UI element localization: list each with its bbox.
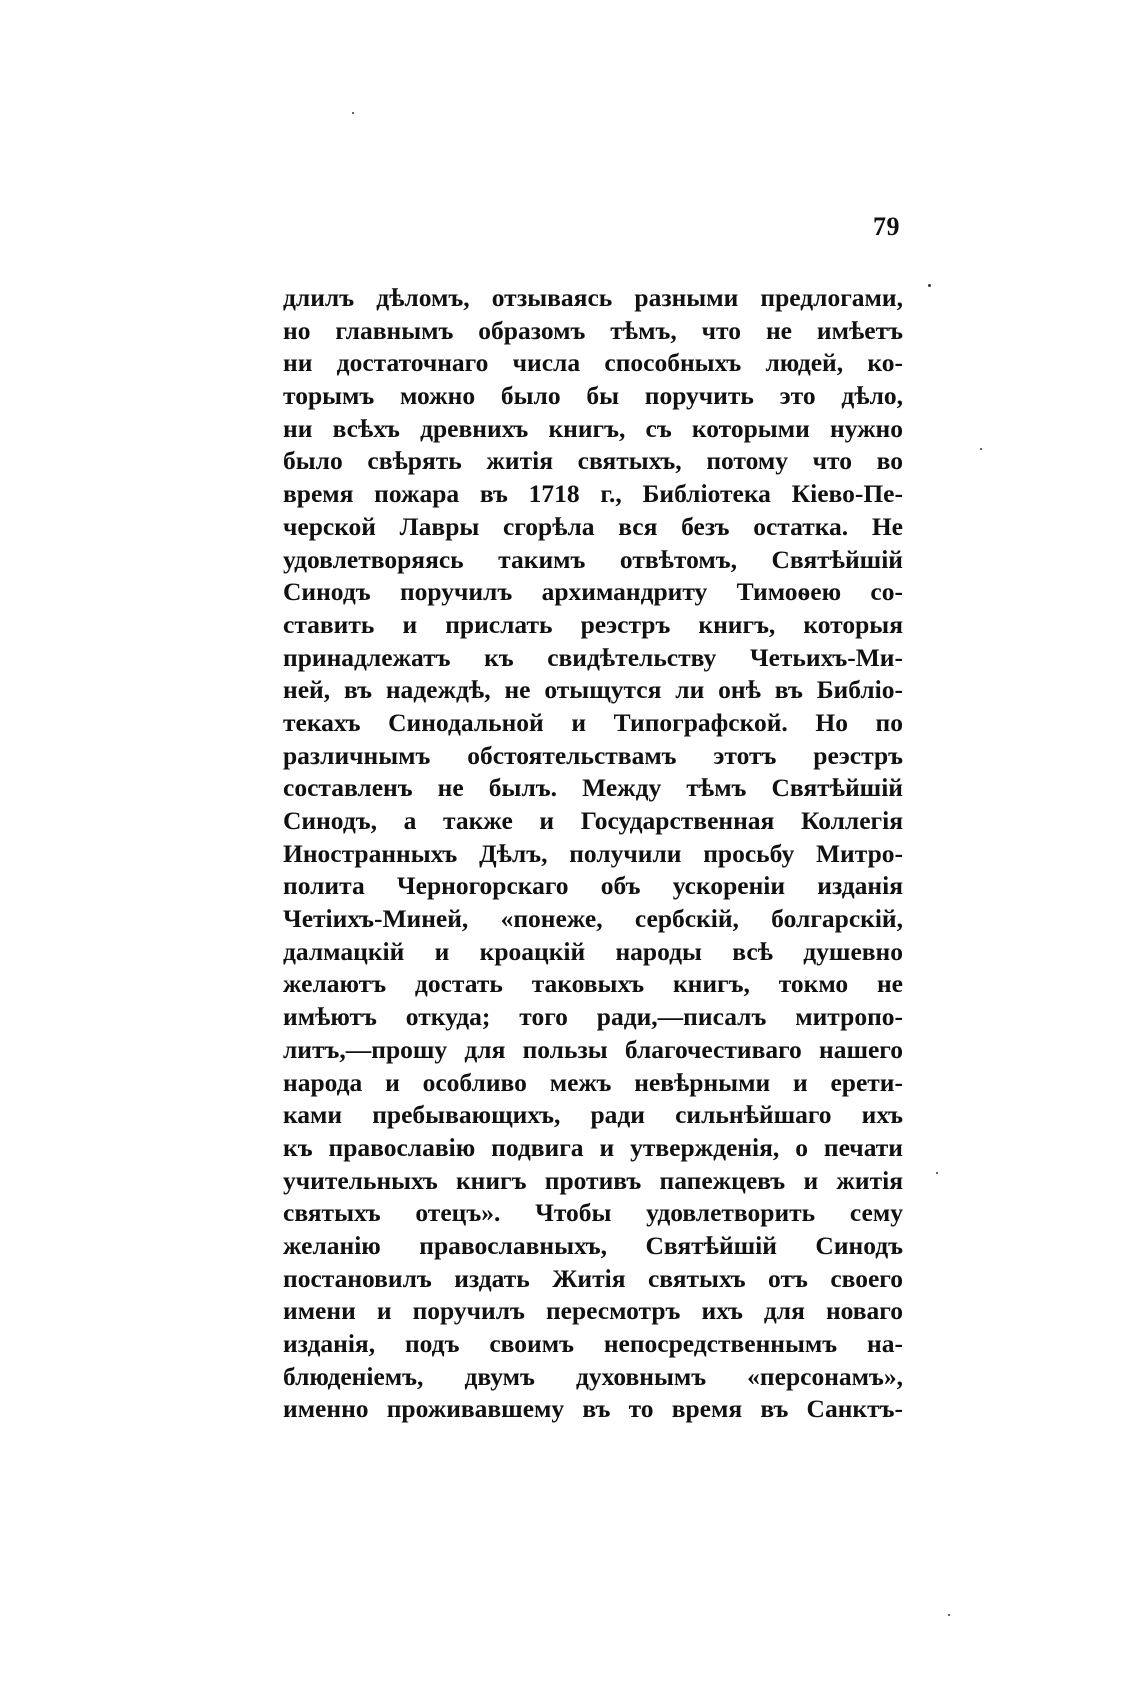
- scan-speck: [936, 1172, 938, 1174]
- text-line: Иностранныхъ Дѣлъ, получили просьбу Митро-: [283, 838, 903, 868]
- page-number: 79: [873, 212, 900, 241]
- text-line: святыхъ отецъ». Чтобы удовлетворить сему: [283, 1198, 903, 1228]
- text-line: удовлетворяясь такимъ отвѣтомъ, Святѣйшій: [283, 544, 903, 574]
- scan-speck: [352, 112, 354, 114]
- text-line: постановилъ издать Житія святыхъ отъ своего: [283, 1263, 903, 1293]
- text-line: текахъ Синодальной и Типографской. Но по: [283, 707, 903, 737]
- text-line: полита Черногорскаго объ ускореніи изданія: [283, 871, 903, 901]
- text-line: Четіихъ-Миней, «понеже, сербскій, болгарскій,: [283, 904, 903, 934]
- text-line: ставить и прислать реэстръ книгъ, которыя: [283, 609, 903, 639]
- text-line: именно проживавшему въ то время въ Санктъ-: [283, 1394, 903, 1424]
- text-line: желанію православныхъ, Святѣйшій Синодъ: [283, 1230, 903, 1260]
- text-line: принадлежатъ къ свидѣтельству Четьихъ-Ми-: [283, 642, 903, 672]
- text-line: изданія, подъ своимъ непосредственнымъ на-: [283, 1329, 903, 1358]
- text-line: народа и особливо межъ невѣрными и ерети-: [283, 1067, 903, 1097]
- text-line: составленъ не былъ. Между тѣмъ Святѣйшій: [283, 773, 903, 803]
- text-line: учительныхъ книгъ противъ папежцевъ и житія: [283, 1165, 903, 1195]
- text-line: ками пребывающихъ, ради сильнѣйшаго ихъ: [283, 1100, 903, 1130]
- text-line: желаютъ достать таковыхъ книгъ, токмо не: [283, 969, 903, 999]
- text-line: къ православію подвига и утвержденія, о печати: [283, 1132, 903, 1162]
- text-line: имени и поручилъ пересмотръ ихъ для новаго: [283, 1296, 903, 1326]
- text-line: ней, въ надеждѣ, не отыщутся ли онѣ въ Библіо-: [283, 675, 903, 705]
- text-line: но главнымъ образомъ тѣмъ, что не имѣетъ: [283, 315, 903, 345]
- text-line: длилъ дѣломъ, отзываясь разными предлогами,: [283, 283, 903, 312]
- text-line: торымъ можно было бы поручить это дѣло,: [283, 381, 903, 411]
- scan-speck: [928, 284, 931, 287]
- text-line: ни достаточнаго числа способныхъ людей, ко-: [283, 348, 903, 378]
- text-line: литъ,—прошу для пользы благочестиваго нашего: [283, 1034, 903, 1064]
- scan-speck: [948, 1614, 950, 1616]
- text-line: далмацкій и кроацкій народы всѣ душевно: [283, 936, 903, 966]
- text-line: время пожара въ 1718 г., Библіотека Кіево-Пе-: [283, 479, 903, 509]
- text-line: ни всѣхъ древнихъ книгъ, съ которыми нужно: [283, 413, 903, 443]
- text-line: было свѣрять житія святыхъ, потому что во: [283, 446, 903, 476]
- text-line: Синодъ поручилъ архимандриту Тимоѳею со-: [283, 577, 903, 607]
- text-line: имѣютъ откуда; того ради,—писалъ митропо-: [283, 1002, 903, 1032]
- text-line: различнымъ обстоятельствамъ этотъ реэстръ: [283, 740, 903, 770]
- text-line: блюденіемъ, двумъ духовнымъ «персонамъ»,: [283, 1361, 903, 1391]
- body-text: [283, 282, 903, 1426]
- text-line: черской Лавры сгорѣла вся безъ остатка. Не: [283, 511, 903, 541]
- text-line: Синодъ, а также и Государственная Коллегія: [283, 806, 903, 835]
- scan-speck: [980, 448, 982, 450]
